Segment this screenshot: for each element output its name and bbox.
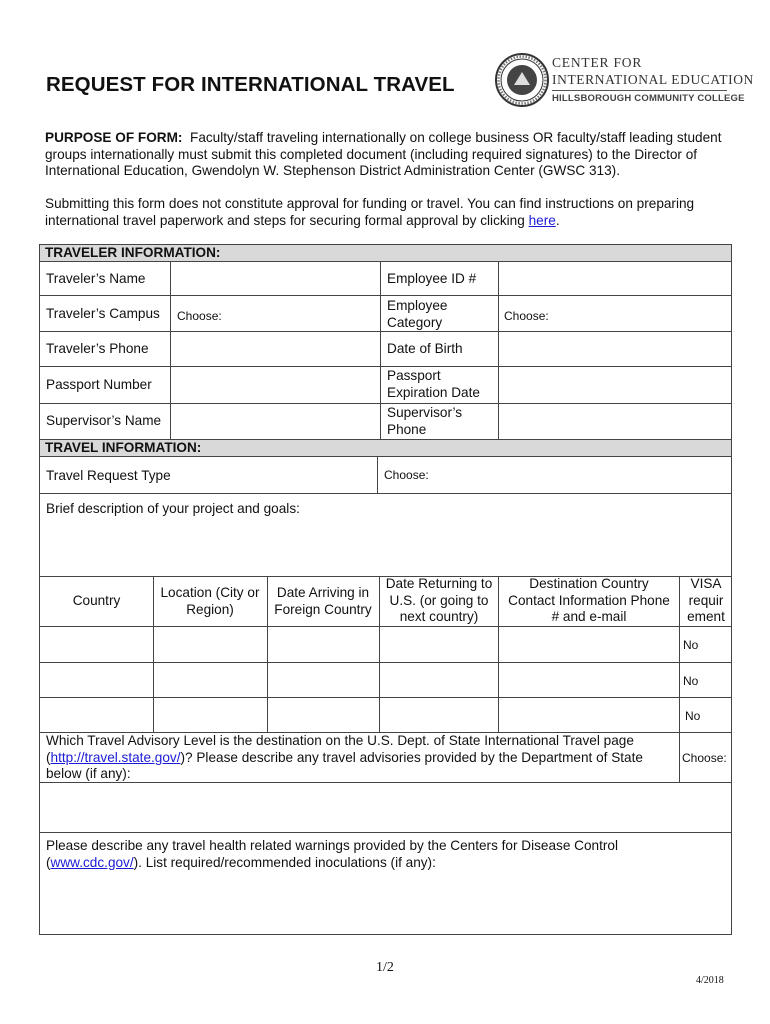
college-logo <box>494 52 754 114</box>
purpose-paragraph <box>45 130 725 180</box>
college-seal-icon <box>494 52 550 108</box>
logo-line-3: HILLSBOROUGH COMMUNITY COLLEGE <box>552 93 745 104</box>
travelers-phone-field[interactable] <box>171 332 380 366</box>
instructions-link[interactable]: here <box>528 212 556 228</box>
logo-line-2: INTERNATIONAL EDUCATION <box>552 72 754 87</box>
passport-expiration-label: Passport Expiration Date <box>387 368 480 400</box>
health-question <box>46 838 706 871</box>
col-visa-requirement: VISA requir ement <box>687 576 725 624</box>
campus-select[interactable]: Choose: <box>177 309 222 323</box>
passport-expiration-field[interactable] <box>499 367 731 403</box>
submit-end: . <box>555 212 560 228</box>
travelers-phone-label: Traveler’s Phone <box>46 341 149 356</box>
supervisor-name-field[interactable] <box>171 404 380 439</box>
table-row[interactable] <box>40 627 679 662</box>
advisory-question <box>46 733 676 783</box>
logo-line-1: CENTER FOR <box>552 55 643 70</box>
table-row[interactable] <box>40 663 679 697</box>
travelers-campus-label: Traveler’s Campus <box>46 306 160 321</box>
purpose-text: Faculty/staff traveling internationally on college business OR faculty/staff leading student groups internationally must submit this completed document (including required signatures) to the Director of International Education, Gwendolyn W. Stephenson District Administration Center (GWSC 313). <box>45 130 722 178</box>
travel-request-type-select[interactable]: Choose: <box>384 468 429 482</box>
table-border-right <box>731 244 732 935</box>
health-description-field[interactable] <box>40 874 731 934</box>
col-date-returning: Date Returning to U.S. (or going to next country) <box>385 576 493 624</box>
advisory-text-1: Which Travel Advisory Level is the destination on the U.S. Dept. of State International Travel page ( <box>46 733 634 765</box>
advisory-description-field[interactable] <box>40 783 731 832</box>
travelers-name-field[interactable] <box>171 262 380 295</box>
table-line <box>39 295 731 296</box>
advisory-level-select[interactable]: Choose: <box>682 751 727 765</box>
visa-select[interactable]: No <box>683 674 699 688</box>
table-line <box>39 456 731 457</box>
travelers-name-label: Traveler’s Name <box>46 271 146 286</box>
table-line <box>39 934 731 935</box>
col-location: Location (City or Region) <box>160 585 260 617</box>
date-of-birth-label: Date of Birth <box>387 341 463 356</box>
table-line <box>380 261 381 440</box>
employee-id-label: Employee ID # <box>387 271 477 286</box>
travel-state-link[interactable]: http://travel.state.gov/ <box>50 749 181 765</box>
health-text-1: Please describe any travel health related warnings provided by the Centers for Disease Control ( <box>46 838 618 870</box>
employee-id-field[interactable] <box>499 262 731 295</box>
form-title: REQUEST FOR INTERNATIONAL TRAVEL <box>46 73 455 96</box>
table-line <box>39 493 731 494</box>
advisory-text-2: )? Please describe any travel advisories provided by the Department of State below (if any): <box>46 749 643 781</box>
logo-divider <box>552 90 727 91</box>
purpose-label: PURPOSE OF FORM: <box>45 130 183 145</box>
page-number: 1/2 <box>376 960 394 975</box>
col-date-arriving: Date Arriving in Foreign Country <box>274 585 372 617</box>
supervisor-phone-label: Supervisor’s Phone <box>387 405 463 437</box>
brief-description-label: Brief description of your project and goals: <box>46 501 300 516</box>
table-line <box>377 456 378 493</box>
traveler-section-title: TRAVELER INFORMATION: <box>45 245 221 260</box>
cdc-link[interactable]: www.cdc.gov/ <box>50 854 134 870</box>
visa-select[interactable]: No <box>683 638 699 652</box>
health-text-2: ). List required/recommended inoculations (if any): <box>133 854 436 870</box>
revision-date: 4/2018 <box>696 975 724 986</box>
supervisor-phone-field[interactable] <box>499 404 731 439</box>
col-country: Country <box>72 593 121 608</box>
supervisor-name-label: Supervisor’s Name <box>46 413 162 428</box>
employee-category-label: Employee Category <box>387 298 448 330</box>
table-line <box>39 832 731 833</box>
submit-paragraph <box>45 196 725 229</box>
passport-number-field[interactable] <box>171 367 380 403</box>
employee-category-select[interactable]: Choose: <box>504 309 549 323</box>
travel-request-type-label: Travel Request Type <box>46 468 171 483</box>
table-line <box>679 576 680 782</box>
visa-select[interactable]: No <box>685 709 701 723</box>
travel-section-title: TRAVEL INFORMATION: <box>45 440 202 455</box>
date-of-birth-field[interactable] <box>499 332 731 366</box>
submit-text: Submitting this form does not constitute approval for funding or travel. You can find instructions on preparing international travel paperwork and steps for securing formal approval by clicking <box>45 196 695 228</box>
brief-description-field[interactable] <box>40 522 731 576</box>
col-contact-info: Destination Country Contact Information Phone # and e-mail <box>508 576 670 624</box>
table-row[interactable] <box>40 698 679 732</box>
passport-number-label: Passport Number <box>46 377 152 392</box>
